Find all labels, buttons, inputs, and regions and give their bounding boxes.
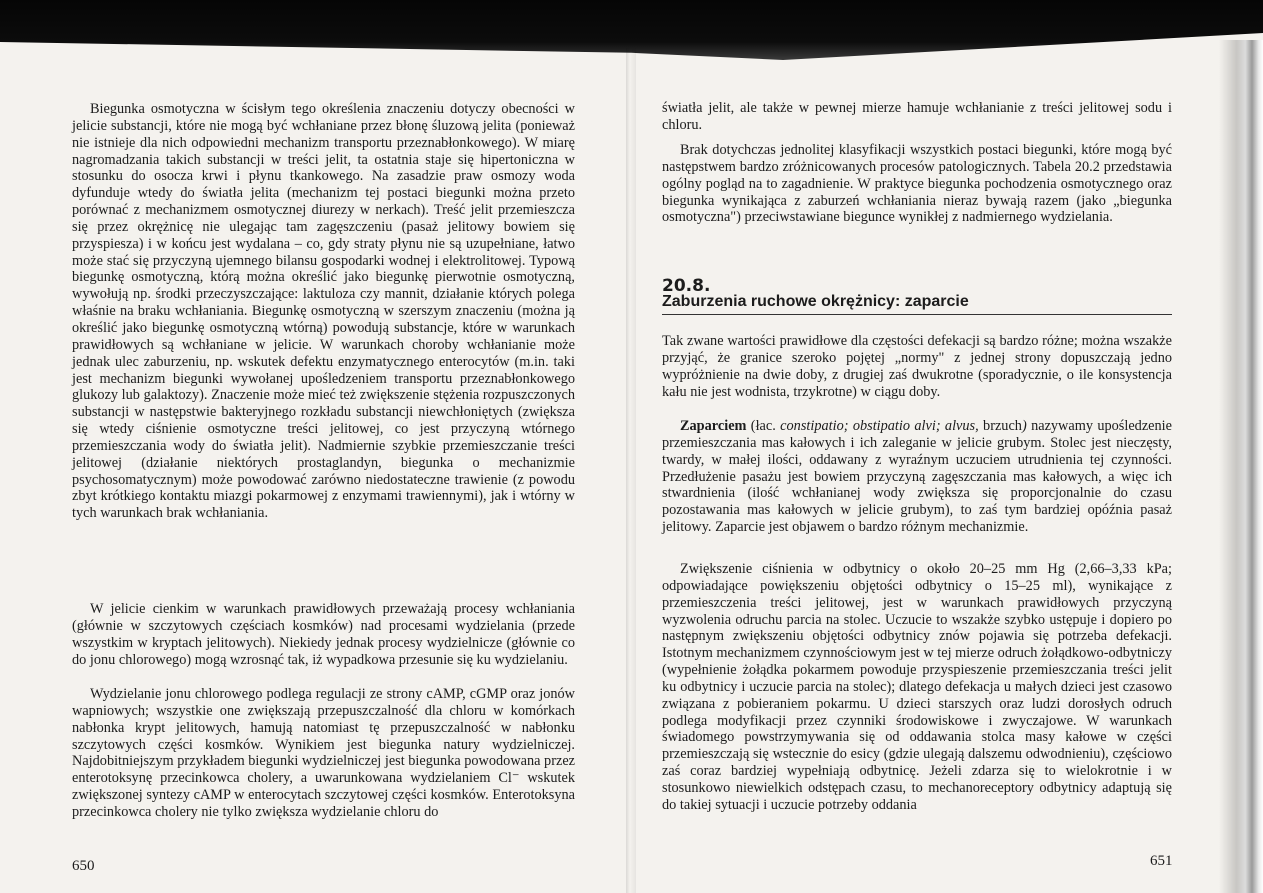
- left-paragraph-chloride-secretion: Wydzielanie jonu chlorowego podlega regulacji ze strony cAMP, cGMP oraz jonów wapniowych; wszystkie one zwiększają przepuszczalność dla chloru w komórkach nabłonka krypt jelitowych, hamują natomiast tę przepuszczalność w nabłonku szczytowych części kosmków. Wynikiem jest biegunka natury wydzielniczej. Najdobitniejszym przykładem biegunki wydzielniczej jest biegunka powodowana przez enterotoksynę przecinkowca cholery, a uwarunkowana wydzielaniem Cl⁻ wskutek zwiększonej syntezy cAMP w enterocytach szczytowej części kosmków. Enterotoksyna przecinkowca cholery nie tylko zwiększa wydzielanie chloru do: [72, 686, 576, 820]
- right-paragraph-defecation-norms: Tak zwane wartości prawidłowe dla częstości defekacji są bardzo różne; można wszakże przyjąć, że granice szeroko pojętej „normy" z jednej strony dopuszczają jedno wypróżnienie na dwie doby, z drugiej zaś dwukrotne (sporadycznie, o ile konsystencja kału nie jest wodnista, trzykrotne) w ciągu doby.: [662, 333, 1172, 400]
- left-paragraph-small-intestine: W jelicie cienkim w warunkach prawidłowych przeważają procesy wchłaniania (głównie w szczytowych częściach kosmków) nad procesami wydzielania (przede wszystkim w kryptach jelitowych). Niekiedy jednak procesy wydzielnicze (głównie co do jonu chlorowego) mogą wzrosnąć tak, iż wypadkowa przesunie się ku wydzielaniu.: [72, 601, 575, 668]
- right-paragraph-continuation: światła jelit, ale także w pewnej mierze hamuje wchłanianie z treści jelitowej sodu i chloru.: [662, 100, 1172, 133]
- section-title: Zaburzenia ruchowe okrężnicy: zaparcie: [662, 293, 969, 310]
- page-stack-edge: [1219, 40, 1263, 893]
- left-paragraph-osmotic-diarrhea: Biegunka osmotyczna w ścisłym tego określenia znaczeniu dotyczy obecności w jelicie substancji, które nie mogą być wchłaniane przez błonę śluzową jelita (ponieważ nie istnieje dla nich odpowiedni mechanizm transportu przeznabłonkowego). W miarę nagromadzania takich substancji w treści jelit, ta ostatnia staje się hipertoniczna w stosunku do osocza krwi i płynu tkankowego. Na zasadzie praw osmozy woda dyfunduje wtedy do światła jelita (mechanizm tej postaci biegunki można przeto porównać z mechanizmem osmotycznej diurezy w nerkach). Treść jelit przemieszcza się przez okrężnicę nie ulegając tam zagęszczeniu (pasaż jelitowy bowiem się przyspiesza) i w końcu jest wydalana – co, gdy straty płynu nie są uzupełniane, łatwo może stać się przyczyną ujemnego bilansu gospodarki wodnej i elektrolitowej. Typową biegunkę osmotyczną, którą można określić jako biegunkę pierwotnie osmotyczną, wywołują np. środki przeczyszczające: laktuloza czy mannit, działanie których polega właśnie na braku wchłaniania. Biegunkę osmotyczną w szerszym znaczeniu (można ją określić jako biegunkę osmotyczną wtórną) powodują substancje, które w warunkach prawidłowych są wchłaniane w jelicie. W warunkach choroby wchłanianie może jednak ulec zaburzeniu, np. wskutek defektu enzymatycznego enterocytów (m.in. taki jest mechanizm biegunki wywołanej upośledzeniem transportu przeznabłonkowego glukozy lub galaktozy). Znaczenie może mieć też zwiększenie stężenia rozpuszczonych substancji w następstwie bakteryjnego rozkładu substancji niewchłoniętych (zwiększa się wtedy ciśnienie osmotyczne treści jelitowej, co jest przyczyną wtórnego przemieszczania wody do światła jelit). Nadmiernie szybkie przemieszczanie treści jelitowej (działanie niektórych prostaglandyn, biegunka o mechanizmie psychosomatycznym) może powodować zarówno niedostateczne trawienie (z powodu zbyt krótkiego kontaktu miazgi pokarmowej z enzymami trawiennymi), jak i wtórny w tych warunkach brak wchłaniania.: [72, 101, 575, 522]
- book-spine-shadow: [626, 48, 636, 893]
- page-number-left: 650: [72, 858, 95, 874]
- section-rule: [662, 314, 1172, 315]
- latin-terms: constipatio; obstipatio alvi; alvus,: [780, 418, 979, 434]
- section-number: 20.8.: [662, 276, 711, 296]
- right-paragraph-rectal-pressure: Zwiększenie ciśnienia w odbytnicy o około 20–25 mm Hg (2,66–3,33 kPa; odpowiadające powiększeniu objętości odbytnicy o 15–25 ml), wynikające z przemieszczenia treści jelitowej, jest w warunkach prawidłowych przyczyną wyzwolenia odruchu parcia na stolec. Uczucie to wszakże szybko ustępuje i dopiero po następnym zwiększeniu objętości odbytnicy znów pojawia się potrzeba defekacji. Istotnym mechanizmem czynnościowym jest w tej mierze odruch żołądkowo-odbytniczy (wypełnienie żołądka pokarmem powoduje przyspieszenie przemieszczania treści jelit ku odbytnicy i uczucie parcia na stolec); dlatego defekacja u małych dzieci jest czasowo związana z pobieraniem pokarmu. U dzieci starszych oraz ludzi dorosłych odruch podlega modyfikacji przez czynniki środowiskowe i zwyczajowe. W warunkach świadomego powstrzymywania się od oddawania stolca masy kałowe w części przemieszczają się wstecznie do esicy (gdzie ulegają dalszemu odwodnieniu), częściowo zaś coraz bardziej wypełniają odbytnicę. Jeżeli zdarza się to wielokrotnie i w stosunkowo niewielkich odstępach czasu, to mechanoreceptory odbytnicy adaptują się do takiej sytuacji i uczucie potrzeby oddania: [662, 561, 1172, 813]
- right-paragraph-classification: Brak dotychczas jednolitej klasyfikacji wszystkich postaci biegunki, które mogą być następstwem bardzo zróżnicowanych procesów patologicznych. Tabela 20.2 przedstawia ogólny pogląd na to zagadnienie. W praktyce biegunka pochodzenia osmotycznego oraz biegunka wynikająca z zaburzeń wchłaniania nieraz bywają razem (jako „biegunka osmotyczna") przeciwstawiane biegunce wynikłej z nadmiernego wydzielania.: [662, 142, 1172, 226]
- page-number-right: 651: [1150, 853, 1173, 869]
- right-paragraph-constipation-definition: Zaparciem (łac. constipatio; obstipatio alvi; alvus, brzuch) nazywamy upośledzenie przemieszczania mas kałowych i ich zaleganie w jelicie grubym. Stolec jest nieczęsty, twardy, w małej ilości, oddawany z wyraźnym uczuciem utrudnienia tej czynności. Przedłużenie pasażu jest bowiem przyczyną zagęszczania mas kałowych, a więc ich stwardnienia (ilość wchłanianej wody zwiększa się proporcjonalnie do czasu pozostawania mas kałowych w jelicie grubym), to zaś tym bardziej opóźnia pasaż jelitowy. Zaparcie jest objawem o bardzo różnym mechanizmie.: [662, 418, 1172, 536]
- term-constipation: Zaparciem: [680, 418, 747, 434]
